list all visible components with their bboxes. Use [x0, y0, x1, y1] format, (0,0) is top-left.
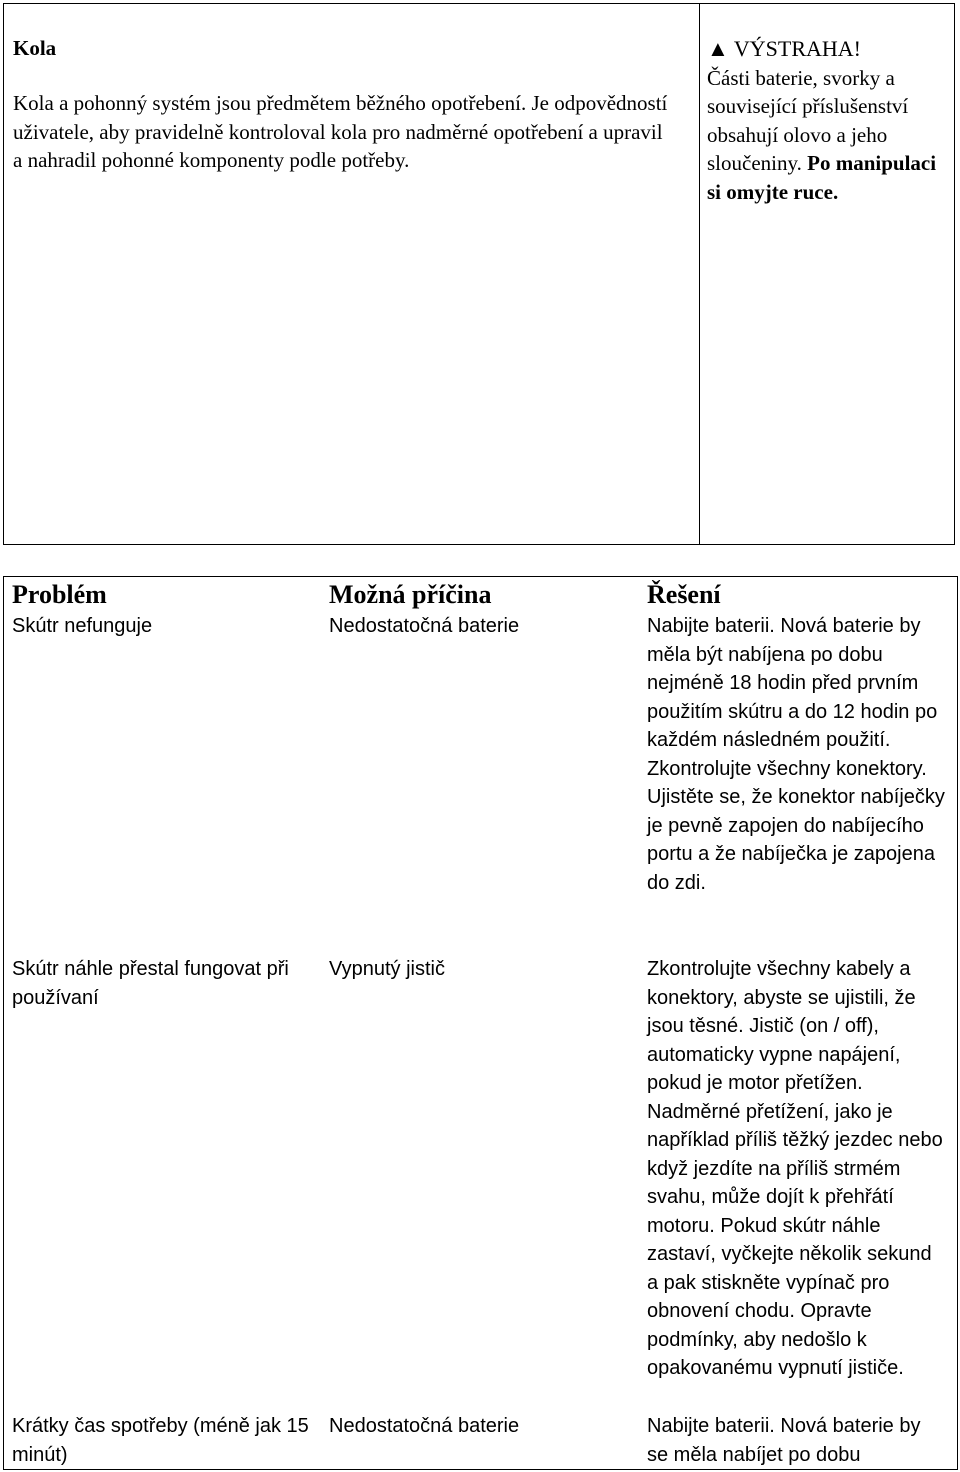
row-solution: Zkontrolujte všechny kabely a konektory, abyste se ujistili, že jsou těsné. Jistič (on / off), automaticky vypne napájení, pokud je motor přetížen. Nadměrné přetížení, jako je například příliš těžký jezdec nebo když jezdíte na příliš strmém svahu, může dojít k přehřátí motoru. Pokud skútr náhle zastaví, vyčkejte několik sekund a pak stiskněte vypínač pro obnovení chodu. Opravte podmínky, aby nedošlo k opakovanému vypnutí jističe.	[647, 958, 943, 1379]
wheels-title: Kola	[13, 36, 57, 60]
warning-heading: ▲ VÝSTRAHA!	[707, 36, 861, 61]
warning-body: Části baterie, svorky a související příslušenství obsahují olovo a jeho sloučeniny.	[707, 65, 909, 175]
header-solution: Řešení	[647, 580, 721, 609]
wheels-section	[4, 4, 700, 544]
warning-emphasis: Po manipulaci si omyjte ruce.	[707, 151, 937, 204]
header-cause: Možná příčina	[329, 580, 492, 609]
info-box	[3, 3, 955, 545]
troubleshooting-table	[3, 576, 958, 1470]
row-cause: Nedostatočná baterie	[329, 1415, 520, 1437]
wheels-text: Kola a pohonný systém jsou předmětem běžného opotřebení. Je odpovědností uživatele, aby pravidelně kontroloval kola pro nadměrné opotřebení a upravil a nahradil pohonné komponenty podle potřeby.	[13, 91, 668, 172]
header-problem: Problém	[12, 580, 107, 609]
warning-text	[707, 64, 946, 207]
row-cause: Nedostatočná baterie	[329, 615, 520, 637]
row-problem: Krátky čas spotřeby (méně jak 15 minút)	[12, 1415, 309, 1466]
row-cause: Vypnutý jistič	[329, 958, 445, 980]
row-problem: Skútr náhle přestal fungovat při používaní	[12, 958, 289, 1009]
row-solution: Nabijte baterii. Nová baterie by měla být nabíjena po dobu nejméně 18 hodin před prvním použitím skútru a do 12 hodin po každém následném použití. Zkontrolujte všechny konektory. Ujistěte se, že konektor nabíječky je pevně zapojen do nabíjecího portu a že nabíječka je zapojena do zdi.	[647, 615, 945, 894]
row-solution: Nabijte baterii. Nová baterie by se měla nabíjet po dobu	[647, 1415, 921, 1466]
warning-section	[700, 4, 954, 544]
row-problem: Skútr nefunguje	[12, 615, 153, 637]
